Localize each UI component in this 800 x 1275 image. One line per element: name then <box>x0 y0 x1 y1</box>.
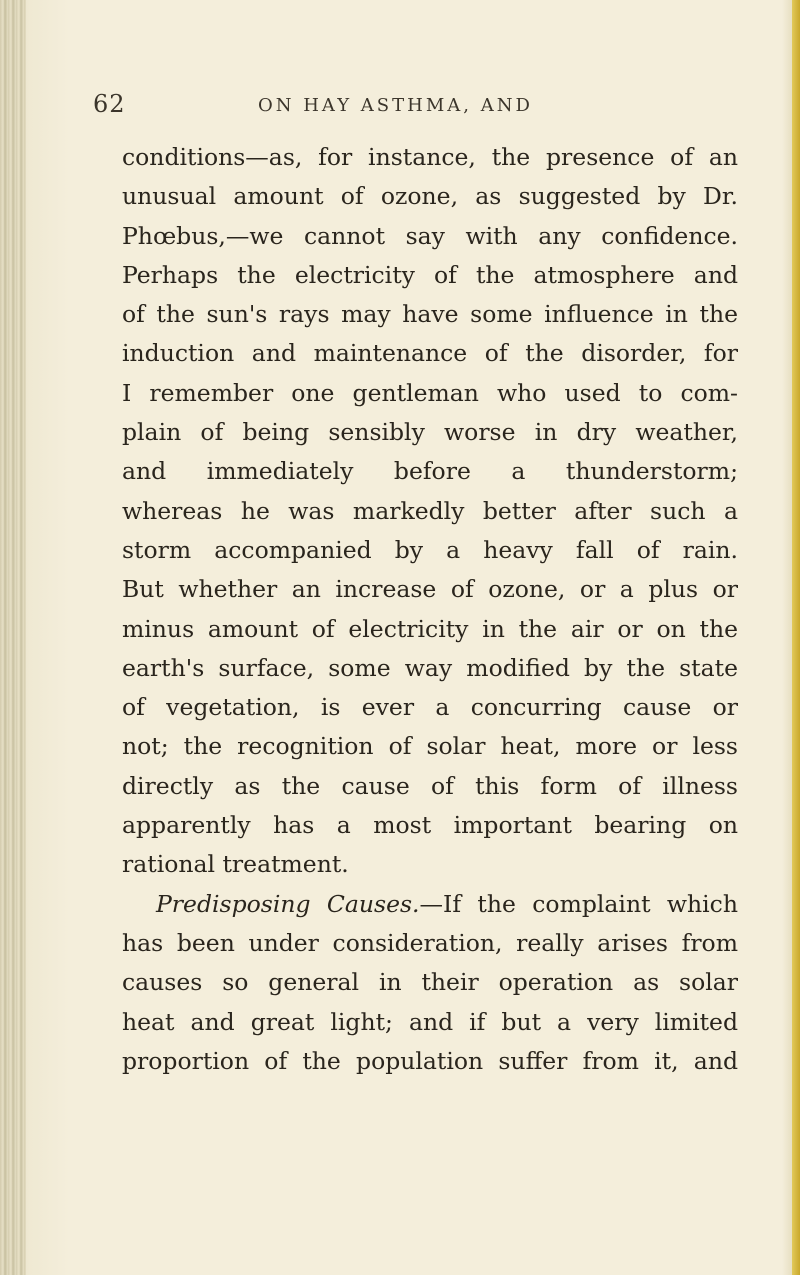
running-title: ON HAY ASTHMA, AND <box>258 95 533 116</box>
text-line: whereas he was markedly better after such a <box>122 496 738 525</box>
text-line: storm accompanied by a heavy fall of rain. <box>122 535 738 564</box>
text-line: causes so general in their operation as solar <box>122 968 738 997</box>
text-line: of the sun's rays may have some influence in the <box>122 300 738 329</box>
page-binding-edge <box>0 0 26 1275</box>
text-line: not; the recognition of solar heat, more or less <box>122 732 738 761</box>
text-line: Perhaps the electricity of the atmosphere and <box>122 260 738 289</box>
text-line: unusual amount of ozone, as suggested by Dr. <box>122 182 738 211</box>
body-text <box>122 138 738 1081</box>
page-right-edge <box>792 0 800 1275</box>
text-line: directly as the cause of this form of illness <box>122 771 738 800</box>
section-heading: Predisposing Causes. <box>156 889 420 918</box>
text-line: But whether an increase of ozone, or a plus or <box>122 575 738 604</box>
text-line: rational treatment. <box>122 850 349 879</box>
text-line: heat and great light; and if but a very limited <box>122 1007 738 1036</box>
text-line: of vegetation, is ever a concurring cause or <box>122 693 738 722</box>
text-line: earth's surface, some way modified by the state <box>122 653 738 682</box>
text-line: and immediately before a thunderstorm; <box>122 457 738 486</box>
text-line: I remember one gentleman who used to com- <box>122 378 738 407</box>
text-line: has been under consideration, really arises from <box>122 928 738 957</box>
paragraph-opening-line <box>122 885 738 924</box>
text-line: Phœbus,—we cannot say with any confidence. <box>122 221 738 250</box>
text-line: minus amount of electricity in the air or on the <box>122 614 738 643</box>
page-number: 62 <box>93 90 126 118</box>
text-line: plain of being sensibly worse in dry weather, <box>122 418 738 447</box>
text-line: induction and maintenance of the disorder, for <box>122 339 738 368</box>
text-fragment: —If the complaint which <box>419 889 738 918</box>
text-line: apparently has a most important bearing on <box>122 811 738 840</box>
text-line: proportion of the population suffer from it, and <box>122 1046 738 1075</box>
text-line: conditions—as, for instance, the presence of an <box>122 143 738 171</box>
